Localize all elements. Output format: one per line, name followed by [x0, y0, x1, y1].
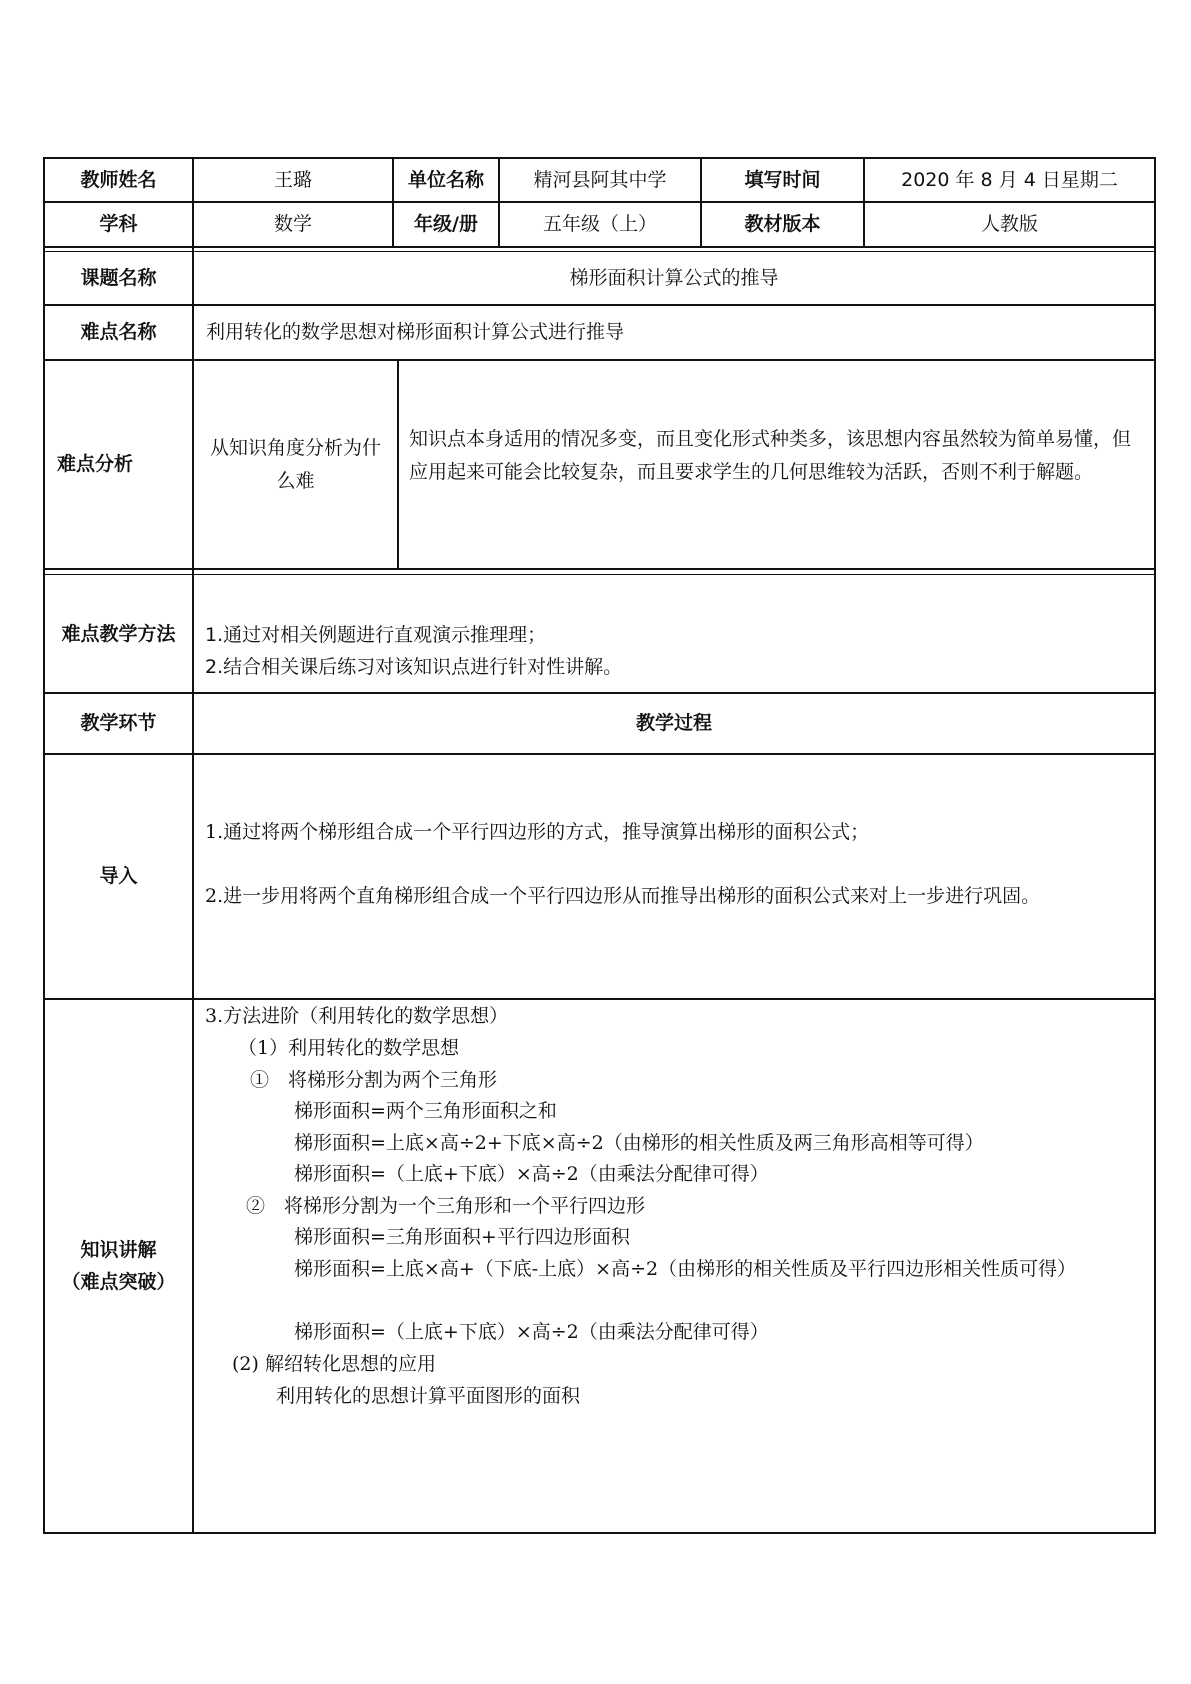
- explain-line-1: 3.方法进阶（利用转化的数学思想）: [205, 1005, 509, 1027]
- analysis-sub-label: 从知识角度分析为什么难: [209, 436, 381, 492]
- difficulty-value: 利用转化的数学思想对梯形面积计算公式进行推导: [206, 321, 625, 344]
- edition-value: 人教版: [980, 213, 1038, 236]
- grade-label: 年级/册: [414, 213, 478, 236]
- explain-line-3: ① 将梯形分割为两个三角形: [250, 1069, 498, 1091]
- explain-line-11: (2) 解绍转化思想的应用: [232, 1353, 436, 1375]
- unit-name-value: 精河县阿其中学: [533, 168, 667, 191]
- explain-line-9: [205, 1253, 1150, 1285]
- teacher-name-label: 教师姓名: [80, 168, 157, 191]
- process-title: 教学过程: [635, 712, 712, 735]
- topic-value: 梯形面积计算公式的推导: [569, 267, 779, 290]
- fill-date-value: 2020 年 8 月 4 日星期二: [901, 168, 1118, 191]
- fill-date-label: 填写时间: [744, 168, 821, 191]
- intro-line-1: 1.通过将两个梯形组合成一个平行四边形的方式，推导演算出梯形的面积公式；: [205, 821, 870, 843]
- explain-label-sub: （难点突破）: [61, 1271, 176, 1293]
- analysis-text: 知识点本身适用的情况多变，而且变化形式种类多，该思想内容虽然较为简单易懂，但应用起来可能会比较复杂，而且要求学生的几何思维较为活跃，否则不利于解题。: [409, 428, 1132, 483]
- explain-line-6: 梯形面积=（上底+下底）×高÷2（由乘法分配律可得）: [294, 1163, 769, 1185]
- process-step-label: 教学环节: [80, 712, 157, 735]
- intro-label: 导入: [99, 865, 138, 888]
- explain-line-12: 利用转化的思想计算平面图形的面积: [276, 1385, 581, 1407]
- explain-line-8: 梯形面积=三角形面积+平行四边形面积: [294, 1226, 630, 1248]
- explain-line-4: 梯形面积=两个三角形面积之和: [294, 1100, 557, 1122]
- topic-label: 课题名称: [80, 267, 157, 290]
- explain-line-9-text: 梯形面积=上底×高+（下底-上底）×高÷2（由梯形的相关性质及平行四边形相关性质可得）: [294, 1258, 1077, 1280]
- analysis-label: 难点分析: [57, 453, 134, 476]
- subject-value: 数学: [273, 213, 312, 236]
- method-line-2: 2.结合相关课后练习对该知识点进行针对性讲解。: [205, 656, 623, 678]
- difficulty-label: 难点名称: [80, 321, 157, 344]
- explain-line-5: 梯形面积=上底×高÷2+下底×高÷2（由梯形的相关性质及两三角形高相等可得）: [294, 1132, 984, 1154]
- edition-label: 教材版本: [744, 213, 821, 236]
- teacher-name-value: 王璐: [273, 168, 312, 191]
- explain-line-7: ② 将梯形分割为一个三角形和一个平行四边形: [246, 1195, 646, 1217]
- explain-label-main: 知识讲解: [80, 1239, 157, 1261]
- explain-label: [45, 1000, 192, 1532]
- method-line-1: 1.通过对相关例题进行直观演示推理理；: [205, 624, 547, 646]
- method-label: 难点教学方法: [61, 622, 176, 645]
- explain-line-10: 梯形面积=（上底+下底）×高÷2（由乘法分配律可得）: [294, 1321, 769, 1343]
- intro-line-2: 2.进一步用将两个直角梯形组合成一个平行四边形从而推导出梯形的面积公式来对上一步进行巩固。: [205, 885, 1041, 907]
- explain-line-2: （1）利用转化的数学思想: [238, 1037, 460, 1059]
- subject-label: 学科: [99, 213, 138, 236]
- grade-value: 五年级（上）: [542, 213, 657, 236]
- unit-name-label: 单位名称: [407, 168, 484, 191]
